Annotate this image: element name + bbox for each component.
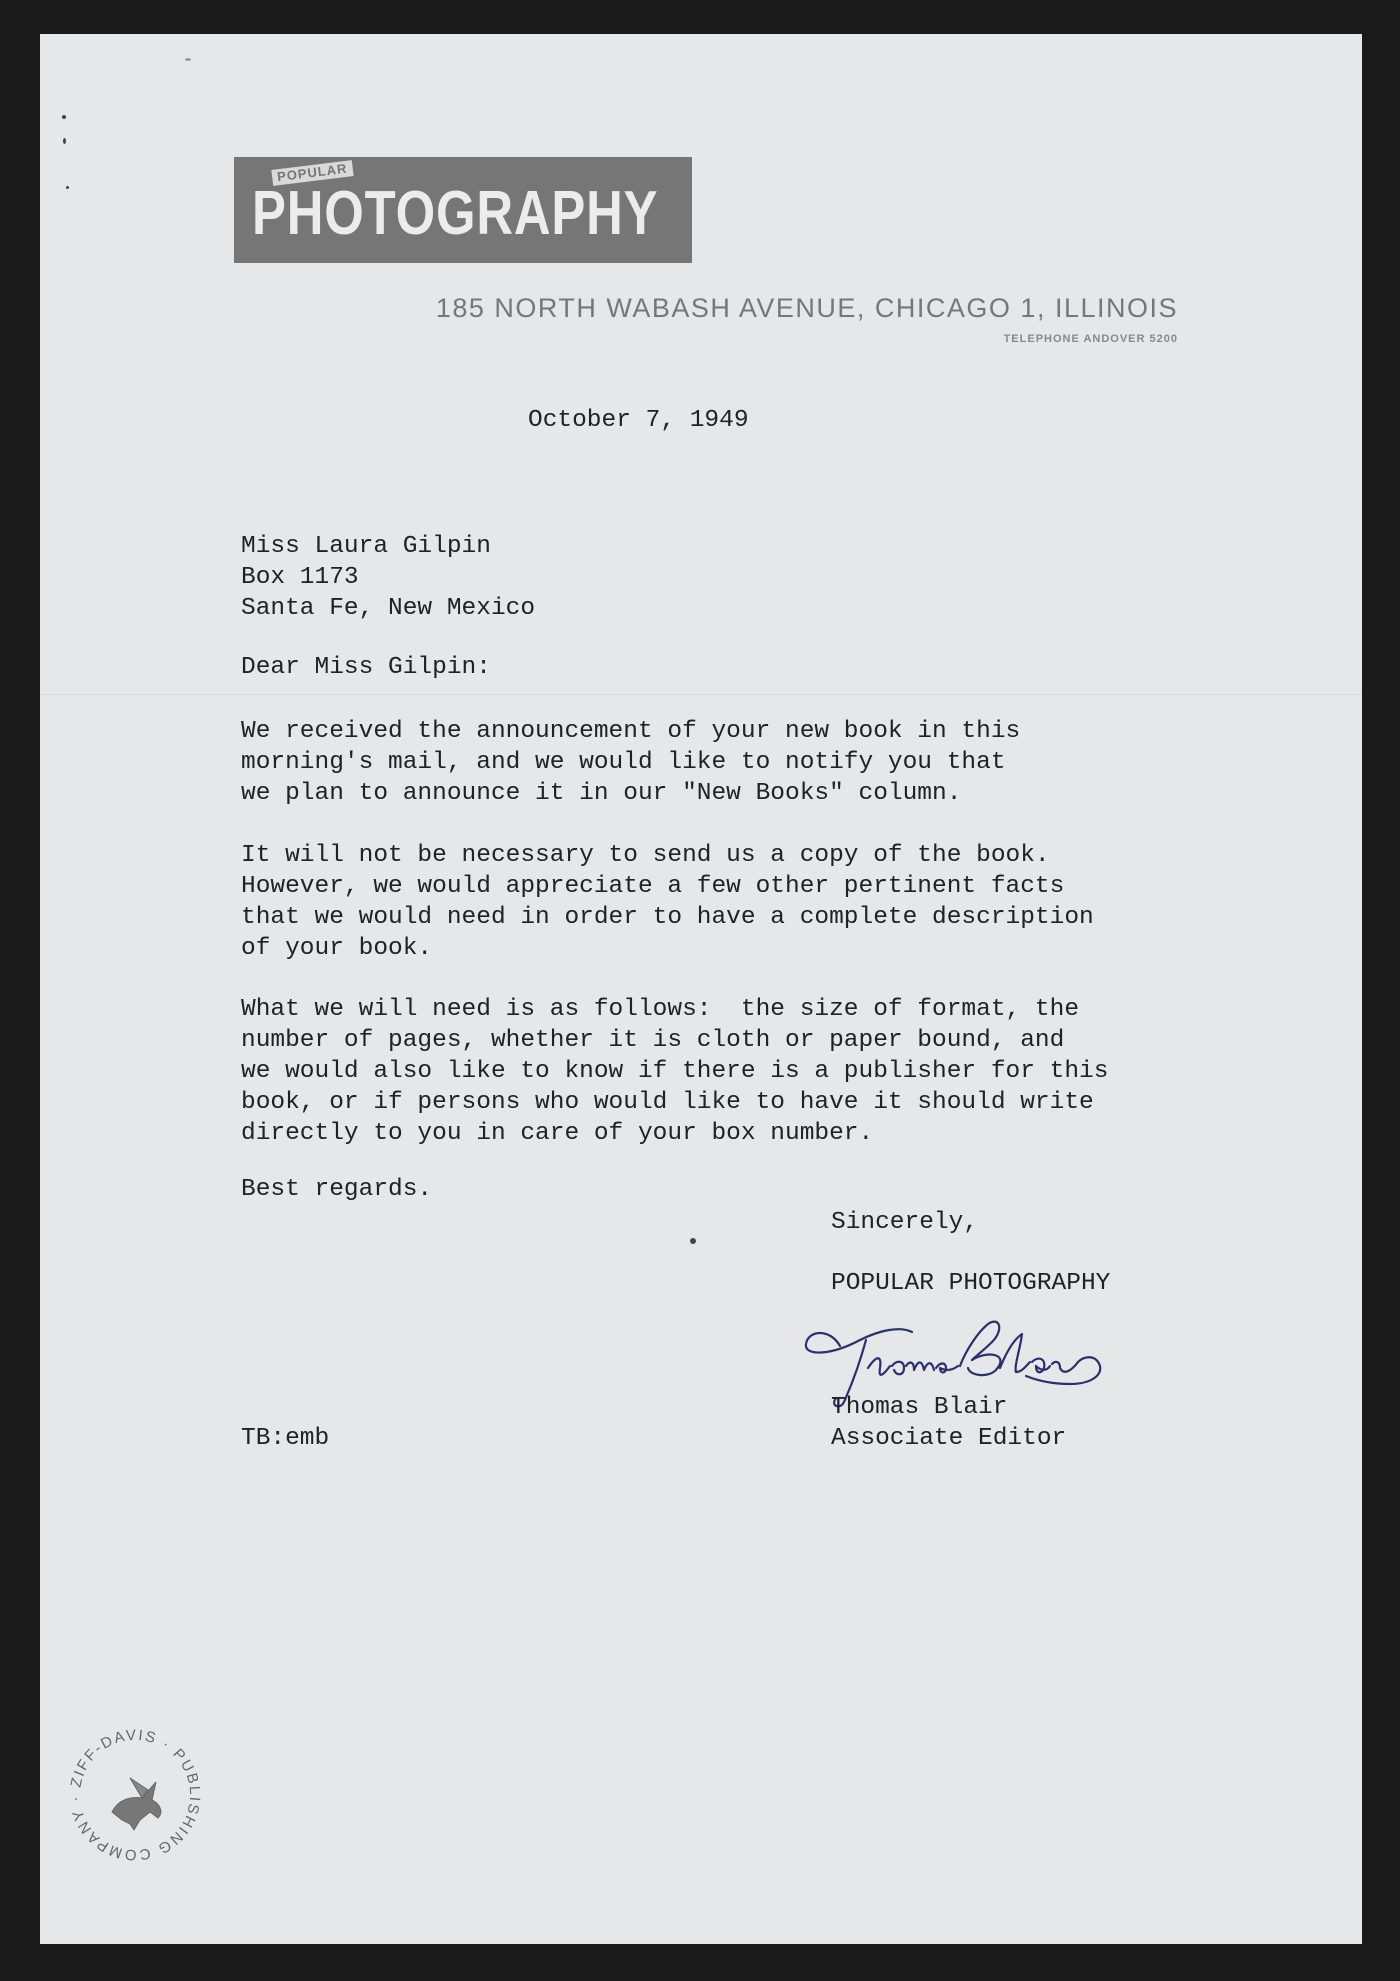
letterhead-address: 185 NORTH WABASH AVENUE, CHICAGO 1, ILLINOIS xyxy=(435,293,1178,323)
paragraph-line: we would also like to know if there is a publisher for this xyxy=(241,1058,1109,1085)
popular-photography-logo xyxy=(234,157,692,263)
paragraph-line: It will not be necessary to send us a copy of the book. xyxy=(241,842,1050,869)
ink-speck xyxy=(185,58,191,61)
paragraph-line: book, or if persons who would like to have it should write xyxy=(241,1089,1094,1116)
ink-speck xyxy=(66,186,69,189)
recipient-address xyxy=(241,531,535,624)
logo-wordmark: PHOTOGRAPHY xyxy=(252,179,659,248)
paper-fold-line xyxy=(40,694,1362,696)
letterhead-telephone: TELEPHONE ANDOVER 5200 xyxy=(1003,333,1178,345)
ink-speck xyxy=(62,115,66,119)
paragraph-line: morning's mail, and we would like to notify you that xyxy=(241,749,1006,776)
paragraph-line: However, we would appreciate a few other pertinent facts xyxy=(241,873,1065,900)
body-paragraph-1 xyxy=(241,716,1020,809)
reference-initials: TB:emb xyxy=(241,1425,330,1452)
recipient-line: Santa Fe, New Mexico xyxy=(241,595,536,622)
recipient-line: Box 1173 xyxy=(241,564,359,591)
ink-speck xyxy=(690,1238,696,1244)
ziff-davis-seal xyxy=(60,1720,210,1870)
body-paragraph-2 xyxy=(241,840,1094,964)
signature-company: POPULAR PHOTOGRAPHY xyxy=(831,1270,1111,1297)
letter-date: October 7, 1949 xyxy=(528,407,749,434)
paragraph-line: we plan to announce it in our "New Books" column. xyxy=(241,780,962,807)
closing-line: Best regards. xyxy=(241,1176,433,1203)
paragraph-line: What we will need is as follows: the size of format, the xyxy=(241,996,1080,1023)
logo-popular-tag: POPULAR xyxy=(271,160,353,186)
paragraph-line: of your book. xyxy=(241,935,433,962)
signer-name: Thomas Blair xyxy=(831,1394,1008,1421)
recipient-line: Miss Laura Gilpin xyxy=(241,533,491,560)
salutation: Dear Miss Gilpin: xyxy=(241,654,491,681)
body-paragraph-3 xyxy=(241,994,1108,1149)
paragraph-line: that we would need in order to have a complete description xyxy=(241,904,1094,931)
paragraph-line: We received the announcement of your new book in this xyxy=(241,718,1021,745)
valediction: Sincerely, xyxy=(831,1209,979,1236)
paragraph-line: directly to you in care of your box number. xyxy=(241,1120,874,1147)
signer-title: Associate Editor xyxy=(831,1425,1067,1452)
svg-text:ZIFF-DAVIS · PUBLISHING COMPAN: ZIFF-DAVIS · PUBLISHING COMPANY · xyxy=(66,1726,204,1864)
paragraph-line: number of pages, whether it is cloth or paper bound, and xyxy=(241,1027,1065,1054)
ink-speck xyxy=(63,138,66,144)
